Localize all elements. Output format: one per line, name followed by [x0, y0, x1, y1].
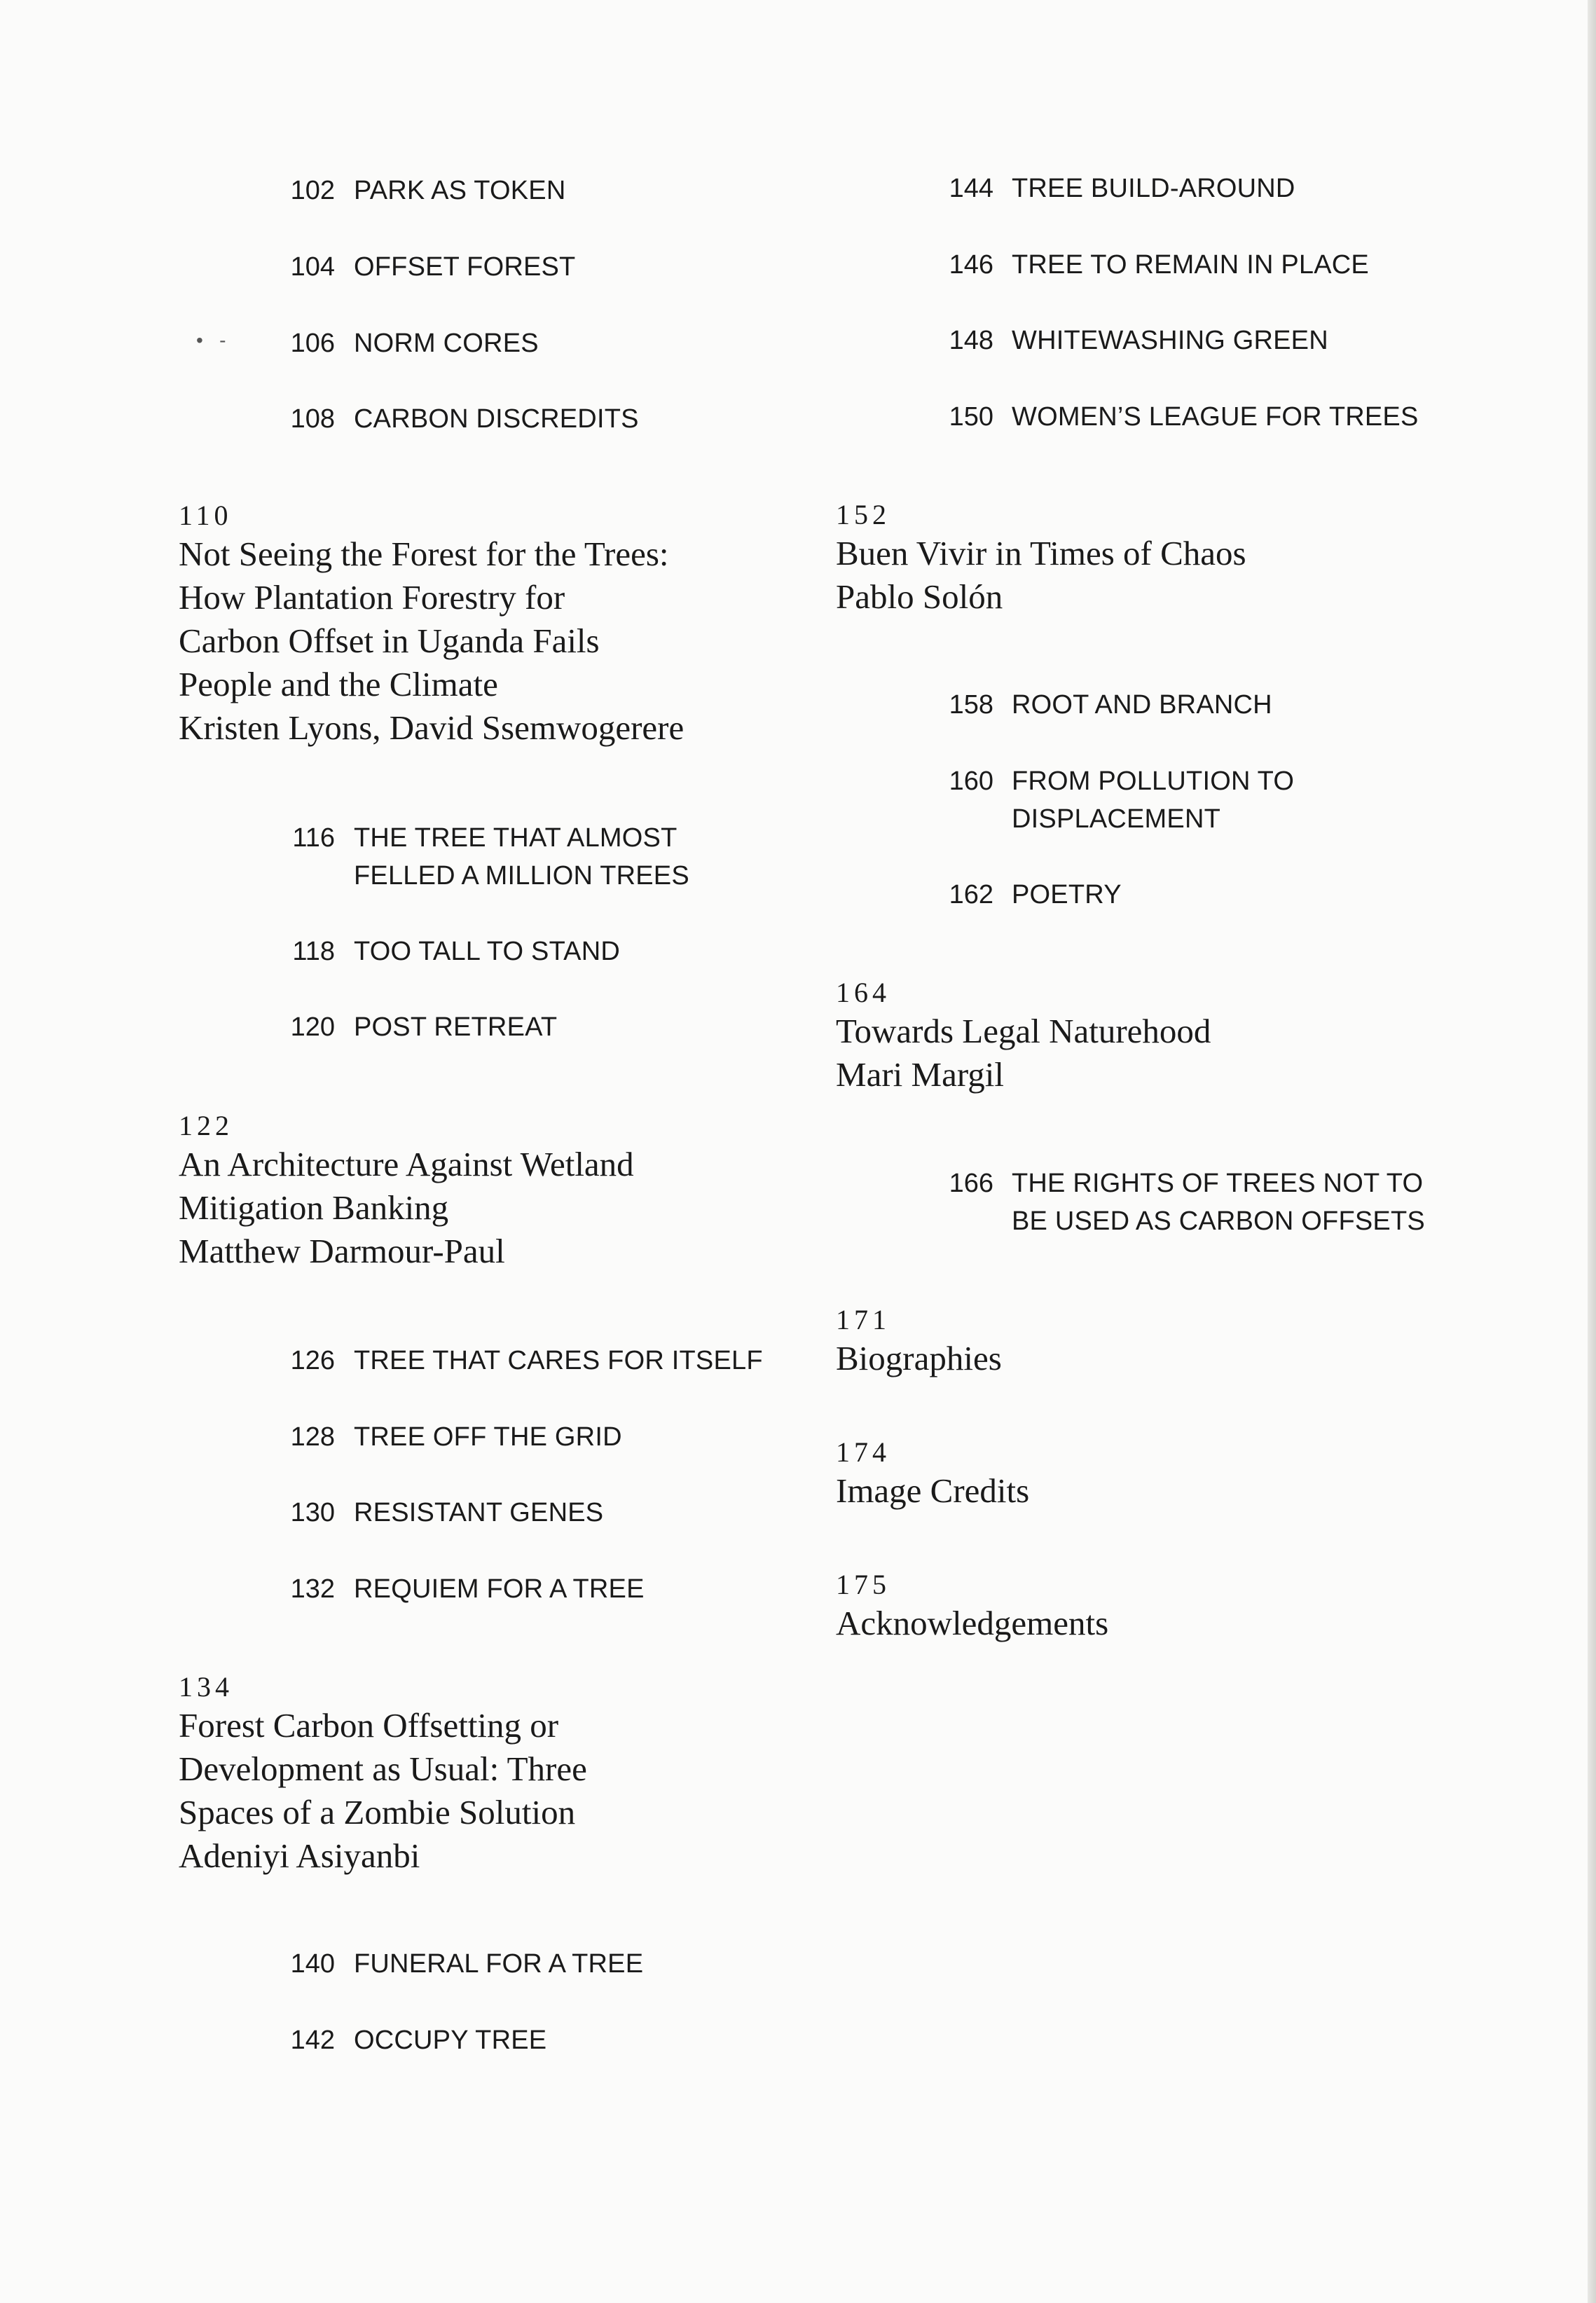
entry-title: WOMEN’S LEAGUE FOR TREES: [1012, 402, 1419, 432]
essay-title-line: How Plantation Forestry for: [179, 578, 565, 617]
entry-page-number: 130: [290, 1498, 335, 1527]
entry-title: BE USED AS CARBON OFFSETS: [1012, 1207, 1425, 1236]
entry-title: DISPLACEMENT: [1012, 804, 1221, 834]
entry-title: TREE OFF THE GRID: [354, 1422, 622, 1452]
toc-essay[interactable]: [179, 499, 684, 750]
entry-page-number: 118: [292, 937, 335, 966]
essay-author: Kristen Lyons, David Ssemwogerere: [179, 708, 685, 747]
section-title: Biographies: [836, 1339, 1002, 1377]
entry-page-number: 162: [949, 880, 993, 909]
entry-title: RESISTANT GENES: [354, 1498, 604, 1527]
entry-title: TOO TALL TO STAND: [354, 937, 620, 966]
entry-page-number: 102: [290, 176, 335, 205]
entry-title: NORM CORES: [354, 329, 539, 358]
entry-title: TREE THAT CARES FOR ITSELF: [354, 1346, 763, 1375]
entry-page-number: 108: [290, 404, 335, 434]
essay-title-line: Not Seeing the Forest for the Trees:: [179, 535, 669, 573]
essay-title-line: An Architecture Against Wetland: [179, 1145, 634, 1183]
entry-title: FROM POLLUTION TO: [1012, 766, 1295, 796]
essay-title-line: Mitigation Banking: [179, 1188, 449, 1227]
essay-title-line: People and the Climate: [179, 665, 498, 703]
section-page-number: 174: [836, 1436, 890, 1468]
entry-title: POST RETREAT: [354, 1012, 558, 1042]
toc-essay[interactable]: [836, 976, 1211, 1096]
entry-page-number: 106: [290, 329, 335, 358]
page-edge: [1588, 0, 1596, 2303]
essay-page-number: 110: [179, 500, 233, 531]
essay-author: Mari Margil: [836, 1055, 1004, 1094]
toc-section[interactable]: [836, 1303, 1002, 1380]
entry-title: FELLED A MILLION TREES: [354, 861, 689, 891]
section-page-number: 171: [836, 1304, 890, 1335]
entry-title: OCCUPY TREE: [354, 2026, 547, 2055]
essay-title-line: Development as Usual: Three: [179, 1749, 587, 1788]
essay-page-number: 152: [836, 499, 890, 530]
entry-title: THE TREE THAT ALMOST: [354, 823, 677, 853]
entry-page-number: 120: [290, 1012, 335, 1042]
entry-page-number: 142: [290, 2026, 335, 2055]
section-title: Image Credits: [836, 1471, 1030, 1510]
entry-title: TREE BUILD-AROUND: [1012, 174, 1295, 203]
entry-title: CARBON DISCREDITS: [354, 404, 639, 434]
essay-title-line: Towards Legal Naturehood: [836, 1012, 1211, 1050]
entry-page-number: 148: [949, 326, 993, 355]
essay-title-line: Buen Vivir in Times of Chaos: [836, 534, 1246, 572]
toc-section[interactable]: [836, 1568, 1108, 1645]
entry-title: ROOT AND BRANCH: [1012, 690, 1272, 720]
entry-page-number: 132: [290, 1574, 335, 1604]
essay-author: Adeniyi Asiyanbi: [179, 1836, 420, 1875]
entry-title: FUNERAL FOR A TREE: [354, 1949, 644, 1979]
essay-title-line: Carbon Offset in Uganda Fails: [179, 621, 600, 660]
toc-essay[interactable]: [179, 1109, 634, 1273]
entry-title: POETRY: [1012, 880, 1122, 909]
entry-page-number: 150: [949, 402, 993, 432]
toc-essay[interactable]: [179, 1670, 587, 1878]
entry-title: PARK AS TOKEN: [354, 176, 566, 205]
entry-title: TREE TO REMAIN IN PLACE: [1012, 250, 1369, 280]
essay-author: Matthew Darmour-Paul: [179, 1232, 505, 1270]
essay-page-number: 134: [179, 1671, 233, 1703]
essay-page-number: 164: [836, 977, 890, 1008]
entry-title: WHITEWASHING GREEN: [1012, 326, 1328, 355]
entry-page-number: 116: [292, 823, 335, 853]
entry-page-number: 104: [290, 252, 335, 282]
essay-title-line: Forest Carbon Offsetting or: [179, 1706, 559, 1745]
entry-page-number: 146: [949, 250, 993, 280]
toc-essay[interactable]: [836, 498, 1246, 619]
entry-page-number: 140: [290, 1949, 335, 1979]
toc-section[interactable]: [836, 1436, 1029, 1513]
entry-page-number: 126: [290, 1346, 335, 1375]
entry-title: THE RIGHTS OF TREES NOT TO: [1012, 1169, 1424, 1198]
entry-page-number: 160: [949, 766, 993, 796]
entry-page-number: 128: [290, 1422, 335, 1452]
entry-page-number: 166: [949, 1169, 993, 1198]
section-title: Acknowledgements: [836, 1604, 1109, 1642]
essay-author: Pablo Solón: [836, 577, 1003, 616]
essay-page-number: 122: [179, 1110, 233, 1141]
entry-title: REQUIEM FOR A TREE: [354, 1574, 645, 1604]
entry-page-number: 158: [949, 690, 993, 720]
essay-title-line: Spaces of a Zombie Solution: [179, 1793, 576, 1831]
entry-page-number: 144: [949, 174, 993, 203]
margin-mark: • -: [196, 329, 226, 351]
entry-title: OFFSET FOREST: [354, 252, 576, 282]
section-page-number: 175: [836, 1569, 890, 1600]
